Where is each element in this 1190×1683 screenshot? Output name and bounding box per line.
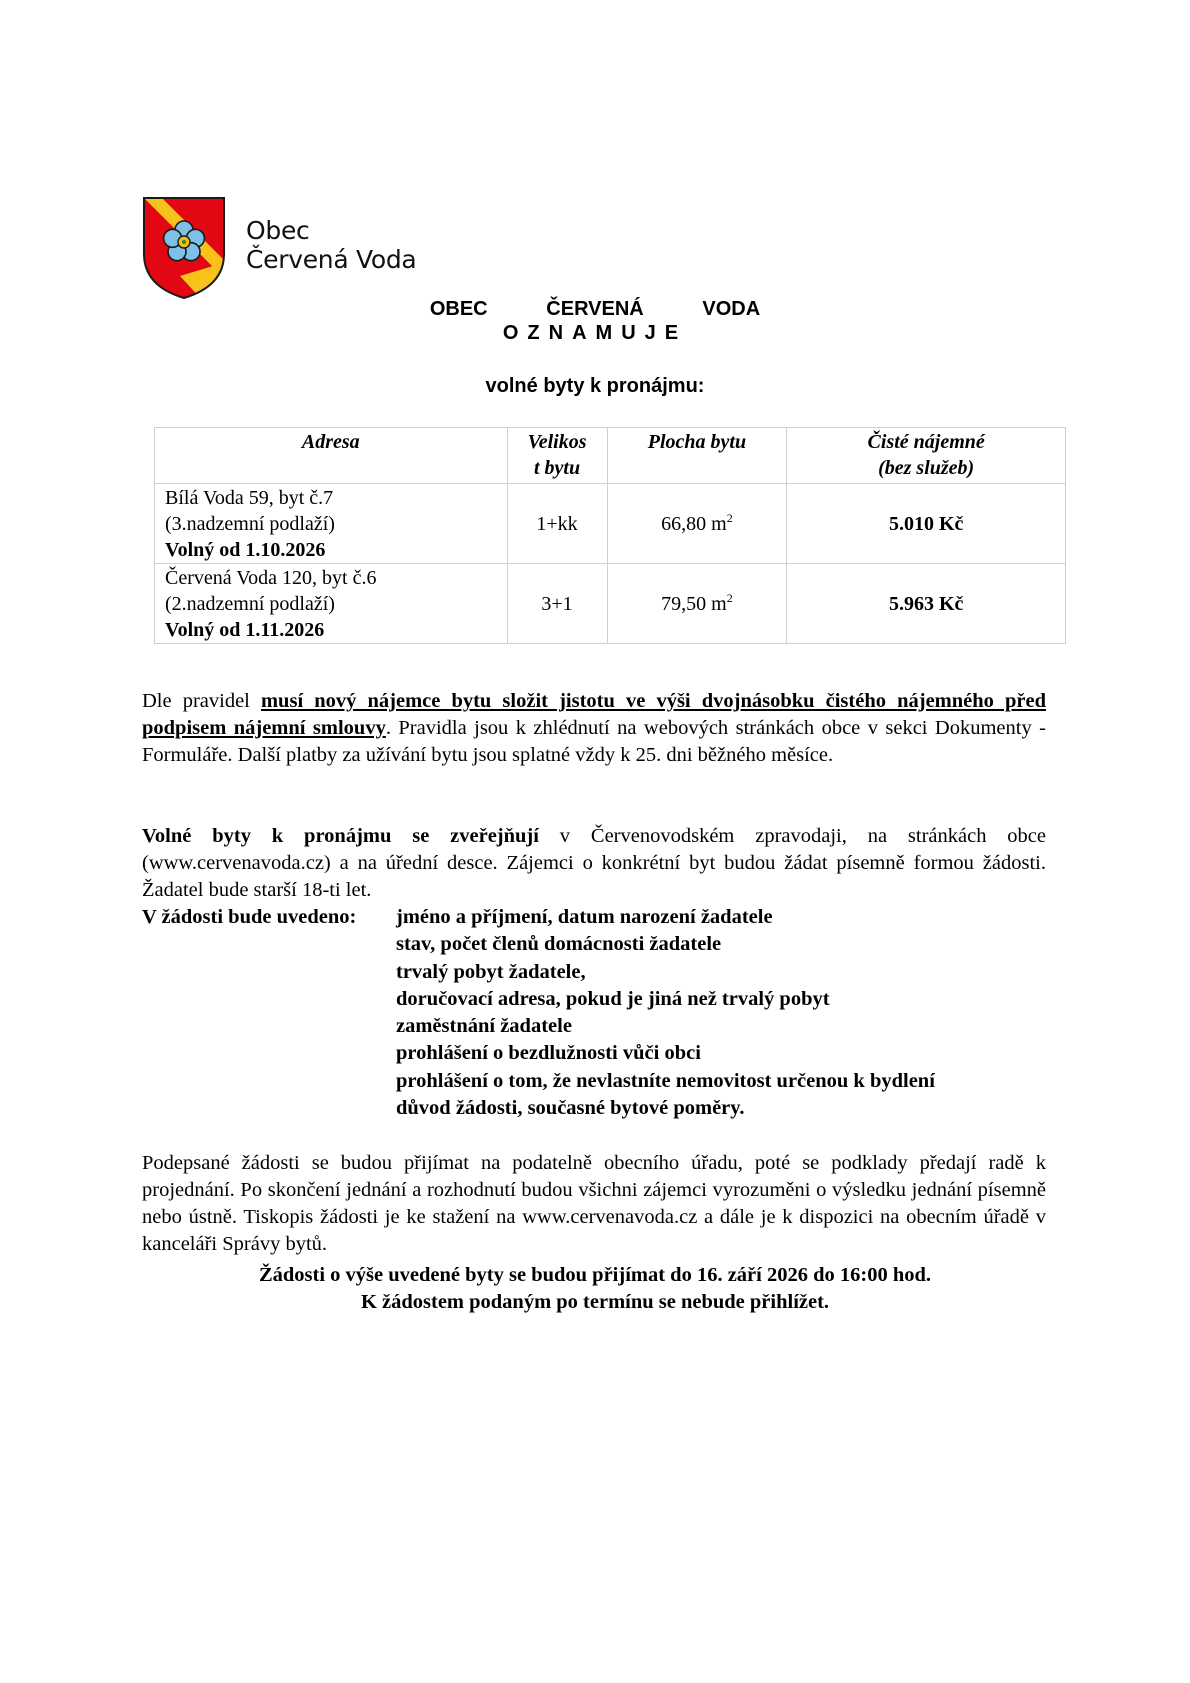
list-item: stav, počet členů domácnosti žadatele xyxy=(396,933,722,956)
header-address: Adresa xyxy=(155,428,508,484)
address-cell: Bílá Voda 59, byt č.7 (3.nadzemní podlaží) Volný od 1.10.2026 xyxy=(155,484,508,564)
deposit-paragraph: Dle pravidel musí nový nájemce bytu složit jistotu ve výši dvojnásobku čistého nájemného před podpisem nájemní smlouvy. Pravidla jsou k zhlédnutí na webových stránkách obce v sekci Dokumenty - Formuláře. Další platby za užívání bytu jsou splatné vždy k 25. dni běžného měsíce. xyxy=(142,690,1047,766)
rent-cell: 5.010 Kč xyxy=(787,484,1066,564)
requirements-lead: V žádosti bude uvedeno: xyxy=(142,906,357,928)
logo-line-1: Obec xyxy=(246,216,310,245)
logo-wordmark xyxy=(246,216,416,274)
table-row xyxy=(155,484,1066,564)
deposit-requirement: musí nový nájemce bytu složit jistotu ve výši dvojnásobku čistého nájemného před podpisem nájemní smlouvy xyxy=(142,690,1047,739)
application-requirements xyxy=(142,904,1062,1120)
submission-paragraph: Podepsané žádosti se budou přijímat na podatelně obecního úřadu, poté se podklady předají radě k projednání. Po skončení jednání a rozhodnutí budou všichni zájemci vyrozuměni o výsledku jednání písemně nebo ústně. Tiskopis žádosti je ke stažení na www.cervenavoda.cz a dále je k dispozici na obecním úřadě v kanceláři Správy bytů. xyxy=(142,1152,1046,1255)
list-item: trvalý pobyt žadatele, xyxy=(396,960,586,983)
late-submission-notice: K žádostem podaným po termínu se nebude přihlížet. xyxy=(360,1291,830,1313)
table-header-row xyxy=(155,428,1066,484)
header-area: Plocha bytu xyxy=(607,428,787,484)
flats-table xyxy=(154,427,1066,644)
coat-of-arms-icon xyxy=(142,196,226,300)
header-size: Velikos t bytu xyxy=(507,428,607,484)
table-row xyxy=(155,564,1066,644)
publication-paragraph: Volné byty k pronájmu se zveřejňují v Červenovodském zpravodaji, na stránkách obce (www.cervenavoda.cz) a na úřední desce. Zájemci o konkrétní byt budou žádat písemně formou žádosti. Žadatel bude starší 18-ti let. xyxy=(142,825,1046,901)
list-item: zaměstnání žadatele xyxy=(396,1015,572,1038)
rent-cell: 5.963 Kč xyxy=(787,564,1066,644)
heading-announces: OZNAMUJE xyxy=(502,322,688,344)
header-rent: Čisté nájemné (bez služeb) xyxy=(787,428,1066,484)
municipality-logo xyxy=(142,196,442,302)
area-cell: 79,50 $m^2$ xyxy=(607,564,787,644)
list-item: jméno a příjmení, datum narození žadatele xyxy=(396,906,773,928)
requirements-list xyxy=(396,904,1076,1122)
address-cell: Červená Voda 120, byt č.6 (2.nadzemní podlaží) Volný od 1.11.2026 xyxy=(155,564,508,644)
availability-date: Volný od 1.11.2026 xyxy=(165,618,325,641)
deadline-notice: Žádosti o výše uvedené byty se budou přijímat do 16. září 2026 do 16:00 hod. xyxy=(258,1264,931,1286)
heading-subtitle: volné byty k pronájmu: xyxy=(485,375,705,397)
area-cell: 66,80 $m^2$ xyxy=(607,484,787,564)
list-item: důvod žádosti, současné bytové poměry. xyxy=(396,1097,745,1120)
list-item: doručovací adresa, pokud je jiná než trvalý pobyt xyxy=(396,987,830,1010)
heading-municipality: OBEC ČERVENÁ VODA xyxy=(429,298,761,320)
list-item: prohlášení o tom, že nevlastníte nemovitost určenou k bydlení xyxy=(396,1069,935,1092)
logo-line-2: Červená Voda xyxy=(246,245,417,274)
size-cell: 3+1 xyxy=(507,564,607,644)
list-item: prohlášení o bezdlužnosti vůči obci xyxy=(396,1042,701,1065)
size-cell: 1+kk xyxy=(507,484,607,564)
availability-date: Volný od 1.10.2026 xyxy=(165,538,326,561)
